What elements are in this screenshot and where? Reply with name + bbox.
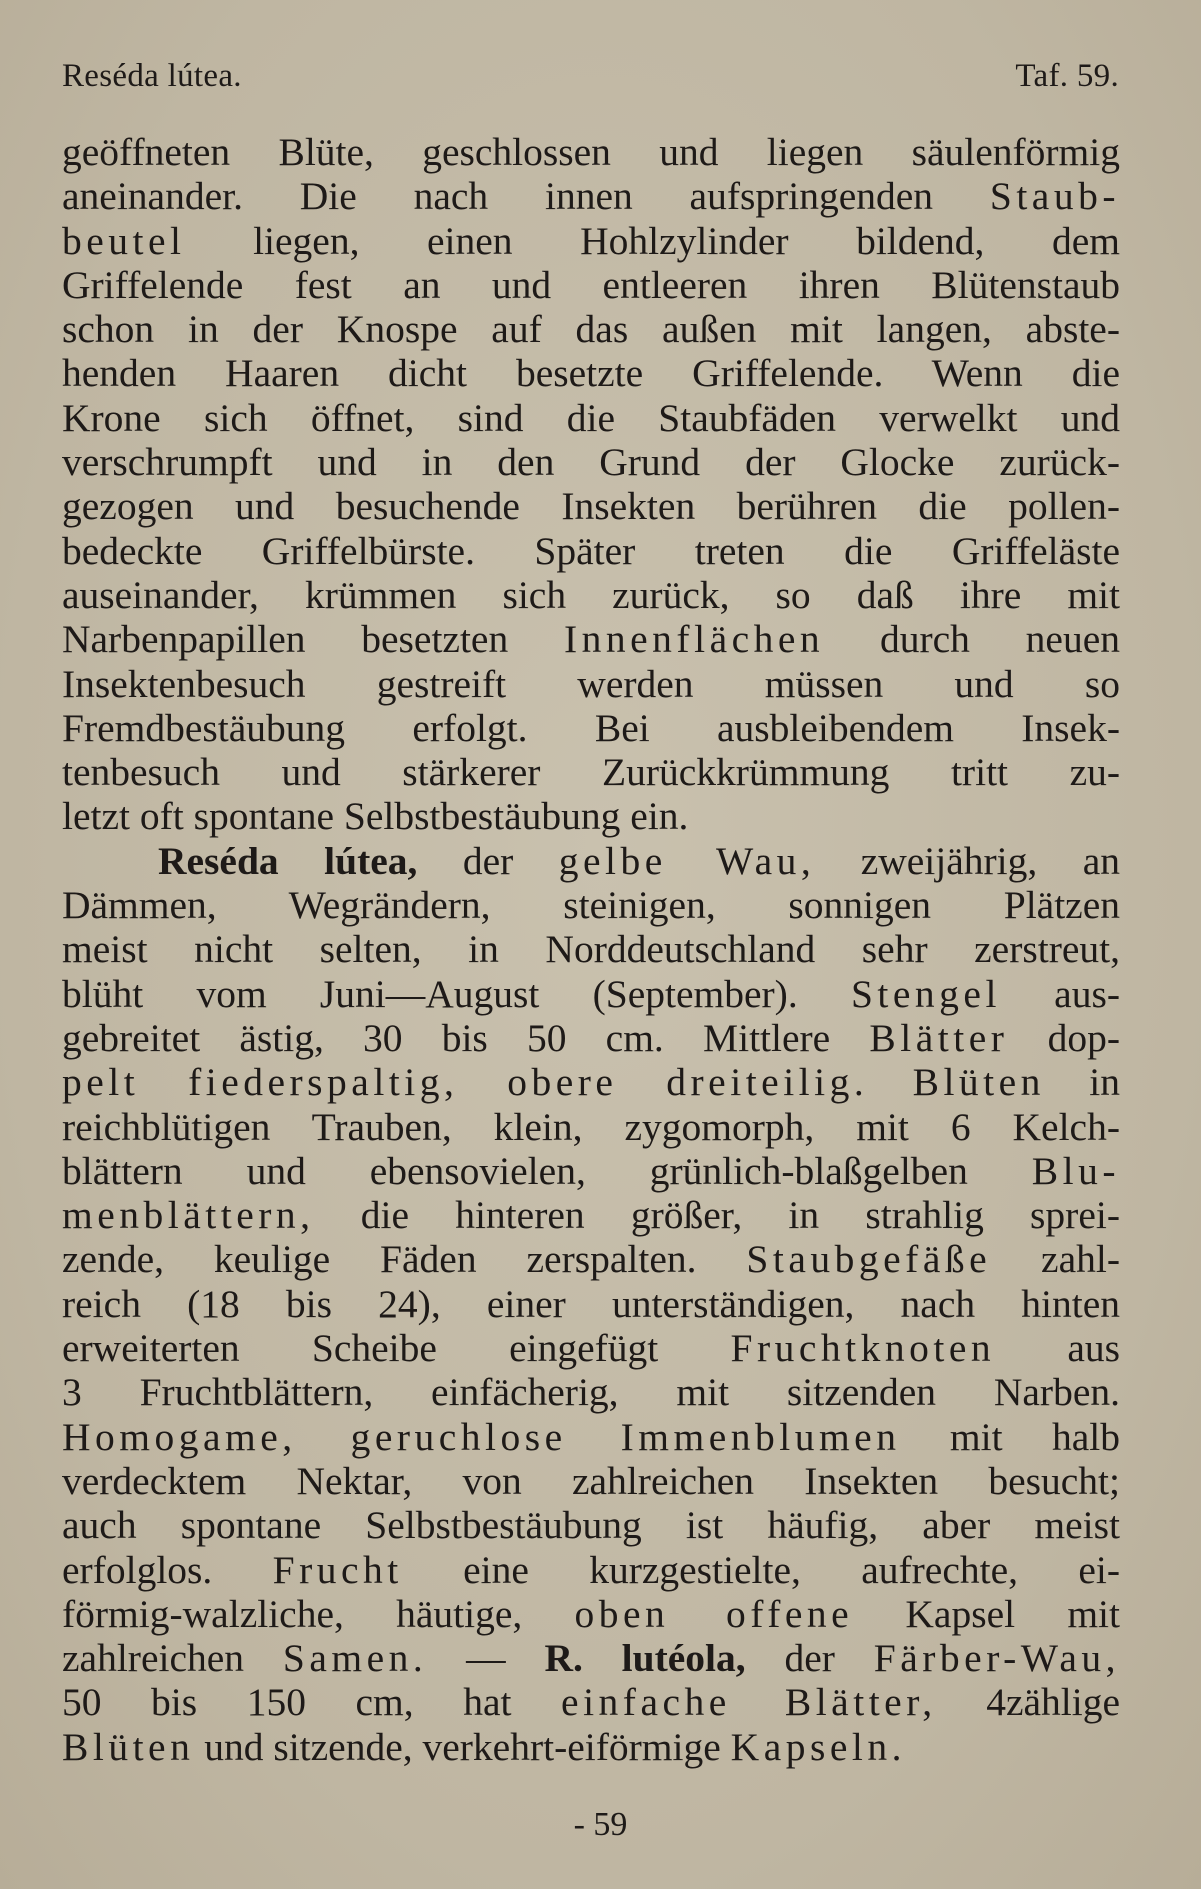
emphasized-term: Homogame, geruchlose Immenblumen: [62, 1414, 901, 1459]
emphasized-term: pelt fiederspaltig, obere dreiteilig.: [62, 1060, 869, 1105]
text-run: aneinander. Die nach innen aufspringenden: [62, 174, 990, 219]
text-line: [62, 219, 1120, 263]
text-line: [62, 927, 1120, 971]
text-run: Narbenpapillen besetzten: [62, 617, 564, 662]
text-line: [62, 1680, 1120, 1724]
text-line: [62, 706, 1120, 750]
text-run: liegen, einen Hohlzylinder bildend, dem: [185, 218, 1120, 263]
text-line: [62, 130, 1120, 174]
text-run: [868, 1060, 912, 1104]
text-line: [62, 396, 1120, 440]
emphasized-term: Innenflächen: [564, 617, 825, 662]
text-run: die hinteren größer, in strahlig sprei-: [314, 1193, 1120, 1238]
emphasized-term: Fruchtknoten: [730, 1326, 996, 1371]
text-run: tenbesuch und stärkerer Zurückkrümmung tritt zu-: [62, 750, 1120, 795]
text-run: bedeckte Griffelbürste. Später treten die Griffeläste: [62, 528, 1120, 573]
emphasized-term: gelbe Wau,: [558, 838, 816, 883]
text-run: in: [1044, 1060, 1120, 1105]
text-line: [62, 839, 1120, 883]
text-run: auseinander, krümmen sich zurück, so daß ihre mit: [62, 572, 1120, 617]
text-run: erfolglos.: [62, 1547, 273, 1592]
text-run: —: [427, 1636, 545, 1681]
text-run: blüht vom Juni—August (September).: [62, 971, 851, 1016]
emphasized-term: Blätter: [869, 1015, 1009, 1060]
text-run: 3 Fruchtblättern, einfächerig, mit sitzenden Narben.: [62, 1370, 1120, 1415]
text-run: gebreitet ästig, 30 bis 50 cm. Mittlere: [62, 1015, 870, 1060]
text-run: henden Haaren dicht besetzte Griffelende. Wenn die: [62, 351, 1120, 396]
emphasized-term: Samen.: [282, 1636, 428, 1681]
text-run: der: [417, 838, 559, 883]
emphasized-term: oben offene: [574, 1591, 854, 1636]
text-line: [62, 1237, 1120, 1281]
text-line: [62, 1503, 1120, 1547]
text-line: [62, 1016, 1120, 1060]
text-line: [62, 263, 1120, 307]
emphasized-term: Stengel: [850, 971, 1001, 1016]
plate-number: Taf. 59.: [1015, 58, 1119, 94]
body-text: [62, 130, 1120, 1769]
text-line: [62, 1326, 1120, 1370]
text-run: zweijährig, an: [815, 838, 1121, 883]
text-line: [62, 1193, 1120, 1237]
text-line: [62, 1636, 1120, 1680]
text-line: [62, 529, 1120, 573]
text-line: [62, 1105, 1120, 1149]
text-run: zende, keulige Fäden zerspalten.: [62, 1237, 747, 1282]
text-line: [62, 750, 1120, 794]
text-line: [62, 1592, 1120, 1636]
text-run: Kapsel mit: [853, 1591, 1121, 1636]
text-run: verschrumpft und in den Grund der Glocke zurück-: [62, 440, 1120, 485]
text-run: Dämmen, Wegrändern, steinigen, sonnigen Plätzen: [62, 883, 1120, 928]
emphasized-term: einfache Blätter,: [561, 1680, 937, 1725]
species-name: Reséda lútea,: [158, 838, 418, 883]
text-run: letzt oft spontane Selbstbestäubung ein.: [62, 794, 689, 839]
text-line: [62, 1459, 1120, 1503]
text-run: mit halb: [900, 1414, 1120, 1459]
text-line: [62, 573, 1120, 617]
text-line: [62, 1149, 1120, 1193]
emphasized-term: Blu-: [1031, 1148, 1120, 1193]
text-line: [62, 1370, 1120, 1414]
text-run: Krone sich öffnet, sind die Staubfäden verwelkt und: [62, 395, 1120, 440]
text-run: zahl-: [991, 1237, 1120, 1282]
text-run: meist nicht selten, in Norddeutschland sehr zerstreut,: [62, 927, 1120, 972]
text-run: aus: [995, 1326, 1120, 1371]
emphasized-term: Blüten: [912, 1060, 1045, 1105]
text-run: förmig-walzliche, häutige,: [62, 1591, 575, 1636]
emphasized-term: Frucht: [272, 1547, 403, 1592]
text-run: Fremdbestäubung erfolgt. Bei ausbleibendem Insek-: [62, 705, 1120, 750]
text-run: schon in der Knospe auf das außen mit langen, abste-: [62, 307, 1120, 352]
emphasized-term: Staubgefäße: [746, 1237, 992, 1282]
text-line: [62, 440, 1120, 484]
text-run: Insektenbesuch gestreift werden müssen und so: [62, 661, 1120, 706]
text-run: 50 bis 150 cm, hat: [62, 1680, 562, 1725]
text-run: gezogen und besuchende Insekten berühren die pollen-: [62, 484, 1120, 529]
text-line: [62, 174, 1120, 218]
text-run: und sitzende, verkehrt-eiförmige: [194, 1724, 731, 1769]
text-run: reichblütigen Trauben, klein, zygomorph, mit 6 Kelch-: [62, 1104, 1120, 1149]
text-run: durch neuen: [824, 617, 1120, 662]
text-run: auch spontane Selbstbestäubung ist häufig, aber meist: [62, 1503, 1120, 1548]
text-run: dop-: [1008, 1015, 1120, 1060]
text-line: [62, 1060, 1120, 1104]
text-line: [62, 662, 1120, 706]
text-run: eine kurzgestielte, aufrechte, ei-: [402, 1547, 1120, 1592]
text-run: Griffelende fest an und entleeren ihren Blütenstaub: [62, 262, 1120, 307]
text-run: blättern und ebensovielen, grünlich-blaßgelben: [62, 1148, 1032, 1193]
emphasized-term: Blüten: [62, 1724, 195, 1769]
text-line: [62, 351, 1120, 395]
text-line: [62, 1548, 1120, 1592]
text-line: [62, 883, 1120, 927]
text-run: verdecktem Nektar, von zahlreichen Insekten besucht;: [62, 1458, 1120, 1503]
text-run: aus-: [1000, 971, 1120, 1016]
text-line: [62, 617, 1120, 661]
text-run: der: [745, 1636, 874, 1681]
text-run: zahlreichen: [62, 1636, 283, 1681]
text-line: [62, 1415, 1120, 1459]
species-name: R. lutéola,: [544, 1636, 746, 1681]
text-line: [62, 972, 1120, 1016]
text-line: [62, 484, 1120, 528]
text-line: [62, 307, 1120, 351]
running-head: [62, 50, 1119, 95]
emphasized-term: Färber-Wau,: [873, 1636, 1121, 1681]
emphasized-term: menblättern,: [62, 1193, 315, 1238]
text-run: 4zählige: [936, 1680, 1121, 1725]
emphasized-term: beutel: [62, 218, 186, 263]
text-run: reich (18 bis 24), einer unterständigen, nach hinten: [62, 1281, 1120, 1326]
text-run: erweiterten Scheibe eingefügt: [62, 1326, 731, 1371]
text-line: [62, 1725, 1120, 1769]
emphasized-term: Staub-: [989, 174, 1120, 219]
text-run: geöffneten Blüte, geschlossen und liegen säulenförmig: [62, 130, 1120, 174]
page-number: - 59: [573, 1806, 628, 1843]
running-title: Reséda lútea.: [62, 58, 242, 94]
text-line: [62, 794, 1120, 838]
emphasized-term: Kapseln.: [730, 1724, 906, 1769]
text-line: [62, 1282, 1120, 1326]
